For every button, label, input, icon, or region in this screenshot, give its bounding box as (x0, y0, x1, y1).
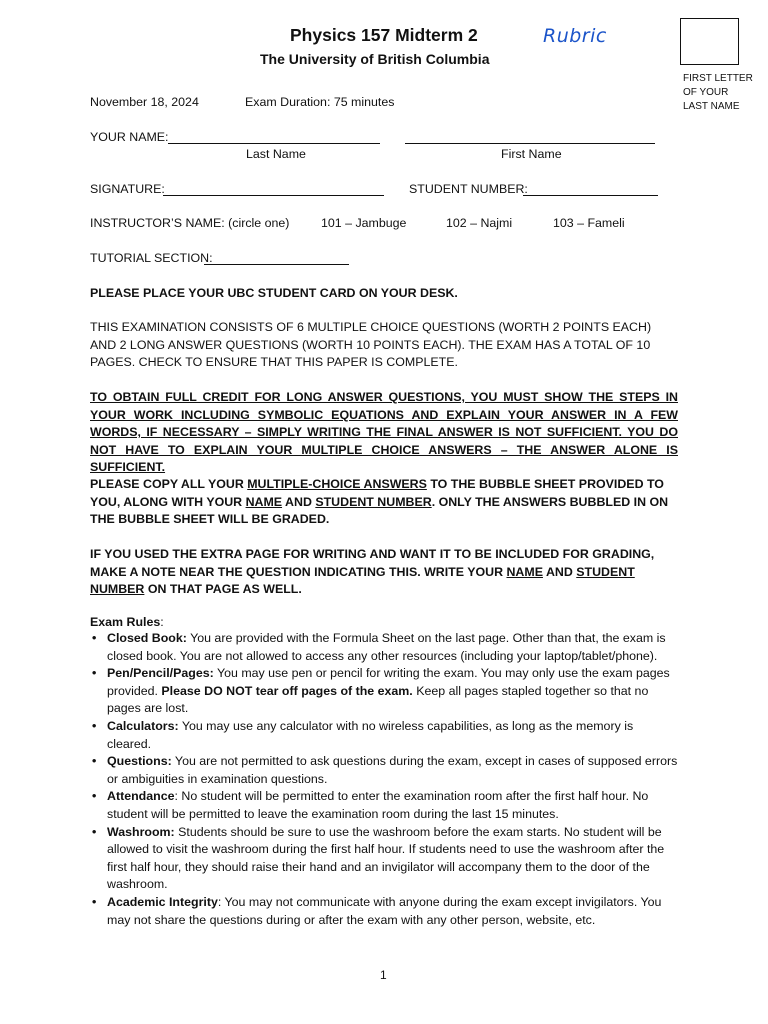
rule-text-pre: You may use pen or pencil for writing the exam. You may only use the exam pages provided. (107, 666, 670, 698)
rule-label: Pen/Pencil/Pages: (107, 666, 214, 681)
copy-text-3: AND (282, 494, 316, 509)
rule-pen-pencil-pages (90, 665, 680, 718)
student-number-line[interactable] (523, 195, 658, 196)
tutorial-label: TUTORIAL SECTION: (90, 251, 213, 265)
instructor-option-101[interactable]: 101 – Jambuge (321, 216, 407, 230)
exam-date: November 18, 2024 (90, 95, 199, 109)
exam-rules-colon: : (160, 615, 164, 629)
exam-rules-title: Exam Rules (90, 615, 161, 629)
exam-title: Physics 157 Midterm 2 (290, 25, 478, 45)
rubric-handwriting: Rubric (543, 25, 607, 47)
rule-attendance (90, 788, 680, 823)
bullet-icon: • (92, 824, 97, 839)
rule-label: Calculators: (107, 718, 179, 733)
rule-label: Attendance (107, 789, 175, 804)
last-name-line[interactable] (168, 143, 380, 144)
rule-text: : You may not communicate with anyone during the exam except invigilators. You may not share the questions during or after the exam with any other person, website, etc. (107, 894, 662, 927)
instructor-option-102[interactable]: 102 – Najmi (446, 216, 513, 230)
copy-text-2: TO THE BUBBLE SHEET PROVIDED TO YOU, ALONG WITH YOUR (90, 477, 664, 509)
rule-text: Students should be sure to use the washroom before the exam starts. No student will be allowed to visit the washroom during the first half hour. If students need to use the washroom after the first half hour, they should raise their hand and an invigilator will accompany them to the door of the washroom. (107, 824, 665, 892)
copy-underline-student-number: STUDENT NUMBER (315, 494, 432, 509)
rule-calculators (90, 718, 680, 753)
exam-composition-paragraph: THIS EXAMINATION CONSISTS OF 6 MULTIPLE CHOICE QUESTIONS (WORTH 2 POINTS EACH) AND 2 LONG ANSWER QUESTIONS (WORTH 10 POINTS EACH). THE EXAM HAS A TOTAL OF 10 PAGES. CHECK TO ENSURE THAT THIS PAPER IS COMPLETE. (90, 320, 652, 370)
letter-box-note: FIRST LETTER OF YOUR LAST NAME (683, 73, 753, 112)
extra-text-1: IF YOU USED THE EXTRA PAGE FOR WRITING AND WANT IT TO BE INCLUDED FOR GRADING, MAKE A NOTE NEAR THE QUESTION INDICATING THIS. WRITE YOUR (90, 547, 655, 579)
last-name-caption: Last Name (246, 147, 306, 161)
bullet-icon: • (92, 754, 97, 769)
signature-label: SIGNATURE: (90, 182, 165, 196)
exam-rules-heading (90, 615, 164, 629)
rule-text: You may use any calculator with no wireless capabilities, as long as the memory is cleared. (107, 718, 634, 751)
bullet-icon: • (92, 631, 97, 645)
last-name-letter-box[interactable] (680, 18, 739, 65)
exam-rules-list (90, 630, 680, 929)
rule-label: Academic Integrity (107, 894, 218, 909)
first-name-line[interactable] (405, 143, 655, 144)
university-name: The University of British Columbia (260, 51, 490, 67)
bullet-icon: • (92, 666, 97, 681)
copy-text-1: PLEASE COPY ALL YOUR (90, 477, 248, 491)
your-name-label: YOUR NAME: (90, 130, 169, 144)
rule-label: Closed Book: (107, 631, 187, 645)
rule-text: : No student will be permitted to enter the examination room after the first half hour. No student will be permitted to leave the examination room during the last 15 minutes. (107, 789, 649, 821)
tutorial-line[interactable] (204, 264, 349, 265)
rule-label: Questions: (107, 754, 172, 769)
extra-text-2: AND (542, 564, 577, 579)
rule-label: Washroom: (107, 824, 175, 839)
extra-underline-student-number: STUDENT NUMBER (90, 564, 635, 597)
rule-text: You are provided with the Formula Sheet on the last page. Other than that, the exam is closed book. You are not allowed to access any other resources (including your laptop/tablet/phone). (107, 631, 666, 663)
copy-text-4: . ONLY THE ANSWERS BUBBLED IN ON THE BUBBLE SHEET WILL BE GRADED. (90, 494, 669, 527)
extra-underline-name: NAME (506, 564, 543, 579)
full-credit-paragraph: TO OBTAIN FULL CREDIT FOR LONG ANSWER QUESTIONS, YOU MUST SHOW THE STEPS IN YOUR WORK INCLUDING SYMBOLIC EQUATIONS AND EXPLAIN YOUR ANSWER IN A FEW WORDS, IF NECESSARY – SIMPLY WRITING THE FINAL ANSWER IS NOT SUFFICIENT. YOU DO NOT HAVE TO EXPLAIN YOUR MULTIPLE CHOICE ANSWERS – THE ANSWER ALONE IS SUFFICIENT. (90, 390, 678, 475)
bubble-sheet-paragraph (90, 476, 678, 529)
instructor-label: INSTRUCTOR’S NAME: (circle one) (90, 216, 290, 230)
extra-page-paragraph (90, 546, 678, 599)
bullet-icon: • (92, 894, 97, 909)
bullet-icon: • (92, 789, 97, 804)
first-name-caption: First Name (501, 147, 562, 161)
instructor-option-103[interactable]: 103 – Fameli (553, 216, 625, 230)
student-card-instruction: PLEASE PLACE YOUR UBC STUDENT CARD ON YOUR DESK. (90, 286, 458, 300)
exam-duration: Exam Duration: 75 minutes (245, 95, 395, 109)
copy-underline-mc: MULTIPLE-CHOICE ANSWERS (247, 477, 427, 491)
page-number: 1 (380, 968, 387, 982)
rule-text: Keep all pages stapled together so that no pages are lost. (107, 683, 649, 716)
extra-text-3: ON THAT PAGE AS WELL. (144, 582, 302, 597)
student-number-label: STUDENT NUMBER: (409, 182, 528, 196)
rule-washroom (90, 824, 680, 894)
signature-line[interactable] (163, 195, 384, 196)
rule-text: You are not permitted to ask questions during the exam, except in cases of supposed errors or ambiguities in examination questions. (107, 754, 678, 786)
rule-questions (90, 753, 680, 788)
rule-academic-integrity (90, 894, 680, 929)
rule-text-bold: Please DO NOT tear off pages of the exam. (161, 683, 413, 698)
copy-underline-name: NAME (245, 494, 283, 509)
rule-closed-book (90, 630, 680, 665)
bullet-icon: • (92, 718, 97, 733)
